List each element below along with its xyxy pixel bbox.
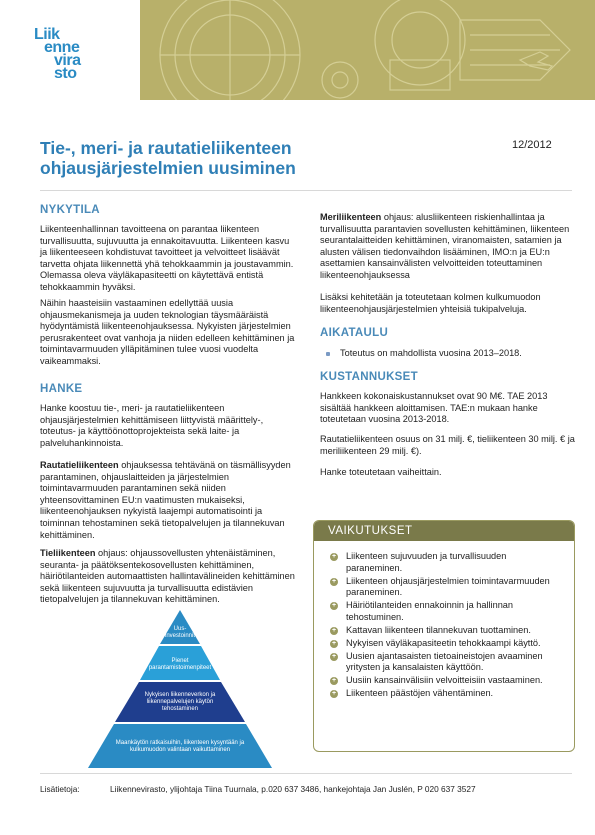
list-item [328, 551, 564, 574]
meri-paragraph [320, 212, 575, 282]
hanke-heading: HANKE [40, 383, 83, 395]
list-item-text: Uusiin kansainvälisiin velvoitteisiin vastaaminen. [346, 675, 543, 685]
page-title [40, 138, 440, 178]
list-item [328, 625, 564, 637]
publication-date: 12/2012 [512, 139, 552, 151]
footer-contact [40, 784, 570, 794]
pyramid-level-4 [88, 724, 272, 768]
logo-line: vira [54, 52, 81, 69]
vaikutukset-heading: VAIKUTUKSET [314, 521, 574, 541]
list-item [328, 576, 564, 599]
list-item-text: Uusien ajantasaisten tietoaineistojen avaaminen yritysten ja kansalaisten käyttöön. [346, 650, 543, 672]
pyramid-level-1-label-a: Uus- [173, 626, 187, 632]
plus-bullet-icon: + [331, 639, 337, 647]
pyramid-level-2-label-a: Pienet [171, 658, 189, 664]
list-item [328, 600, 564, 623]
pyramid-level-4-label-b: kulkumuodon valintaan vaikuttaminen [129, 747, 231, 753]
tie-paragraph [40, 548, 295, 606]
logo-line: sto [54, 65, 77, 82]
plus-bullet-icon: + [331, 577, 337, 585]
nykytila-paragraph-1: Liikenteenhallinnan tavoitteena on parantaa liikenteen turvallisuutta, sujuvuutta ja ennakoitavuutta. Liikenteen kasvu ja liikenteeseen kohdistuvat tavoitteet ja velvoitteet lisäävät tarvetta ohjata liikennettä yhä tehokkaammin ja joustavammin. Olemassa oleva väyläkapasiteetti on käytettävä entistä tehokkaammin hyväksi. [40, 224, 294, 292]
nykytila-heading: NYKYTILA [40, 204, 100, 216]
aikataulu-item [324, 348, 574, 360]
nykytila-paragraph-2: Näihin haasteisiin vastaaminen edellyttää uusia ohjausmekanismeja ja uuden teknologian täysmääräistä hyödyntämistä liikenteenohjauksessa. Nykyisten järjestelmien perusrakenteet ovat vanhoja ja niiden edelleen kehittäminen ja toimintavarmuuden ylläpitäminen tulee vuosi vuodelta vaikeammaksi. [40, 298, 295, 366]
logo-line: enne [44, 39, 80, 56]
tie-text: ohjaus: ohjaussovellusten yhtenäistäminen, seuranta- ja päätöksentekosovellusten kehittäminen, häiriötilanteiden automaattisten hallintavälineiden kehittäminen sekä liikenteen sujuvuutta ja turvallisuutta edistävien tietopalvelujen ja tilannekuvan kehittäminen. [40, 548, 295, 605]
list-item-text: Liikenteen ohjausjärjestelmien toimintavarmuuden paraneminen. [346, 575, 550, 597]
list-item [328, 675, 564, 687]
list-item [328, 638, 564, 650]
pyramid-level-3-label-b: liikennepalvelujen käytön [146, 699, 214, 705]
footer-label: Lisätietoja: [40, 784, 80, 794]
rautatie-bold-term: Rautatieliikenteen [40, 460, 119, 470]
footer-divider [40, 773, 572, 774]
list-item-text: Nykyisen väyläkapasiteetin tehokkaampi käyttö. [346, 637, 541, 648]
kustannukset-heading: KUSTANNUKSET [320, 371, 418, 383]
aikataulu-bullet-item: Toteutus on mahdollista vuosina 2013–2018. [324, 348, 574, 360]
kustannukset-paragraph-3: Hanke toteutetaan vaiheittain. [320, 467, 442, 477]
header-banner [140, 0, 595, 100]
plus-bullet-icon: + [331, 677, 337, 684]
pyramid-level-1-label-b: investoinnit [164, 633, 196, 639]
liikennevirasto-logo [34, 28, 114, 80]
plus-bullet-icon: + [331, 626, 337, 634]
plus-bullet-icon: + [331, 652, 337, 660]
list-item-text: Liikenteen sujuvuuden ja turvallisuuden paraneminen. [346, 551, 507, 573]
kustannukset-paragraph-2: Rautatieliikenteen osuus on 31 milj. €, tieliikenteen 30 milj. € ja meriliikenteen 29 milj. €). [320, 434, 575, 456]
title-line: ohjausjärjestelmien uusiminen [40, 158, 296, 178]
rautatie-text: ohjauksessa tehtävänä on täsmällisyyden parantaminen, ohjauslaitteiden ja järjestelmien toimintavarmuuden parantaminen sekä niiden yhteensovittaminen EU:n vaatimusten mukaiseksi, liikenteenohjauksen nykyistä laajempi automatisointi ja toiminnan tehostaminen sekä tietopalvelujen ja tilannekuvan kehittäminen. [40, 460, 291, 540]
pyramid-diagram [80, 610, 280, 770]
pyramid-level-4-label-a: Maankäytön ratkaisuihin, liikenteen kysyntään ja [115, 740, 245, 746]
header-decoration-graphic [140, 0, 595, 100]
title-divider [40, 190, 572, 191]
rautatie-paragraph [40, 460, 295, 541]
list-item-text: Kattavan liikenteen tilannekuvan tuottaminen. [346, 624, 531, 635]
plus-bullet-icon: + [331, 690, 337, 697]
vaikutukset-list [328, 551, 564, 701]
title-line: Tie-, meri- ja rautatieliikenteen [40, 138, 292, 158]
list-item-text: Häiriötilanteiden ennakoinnin ja hallinnan tehostuminen. [346, 600, 514, 622]
pyramid-level-2-label-b: parantamistoimenpiteet [148, 665, 212, 671]
tie-bold-term: Tieliikenteen [40, 548, 96, 558]
pyramid-level-3-label-c: tehostaminen [161, 706, 199, 712]
meri-bold-term: Meriliikenteen [320, 212, 382, 222]
logo-line: Liik [34, 26, 60, 43]
plus-bullet-icon: + [331, 553, 337, 560]
list-item [328, 651, 564, 674]
list-item-text: Liikenteen päästöjen vähentäminen. [346, 688, 494, 698]
pyramid-level-3-label-a: Nykyisen liikenneverkon ja [144, 692, 216, 698]
vaikutukset-box [313, 520, 575, 752]
lisaksi-paragraph: Lisäksi kehitetään ja toteutetaan kolmen kulkumuodon liikenteenohjausjärjestelmien yhteisiä tukipalveluja. [320, 292, 541, 314]
footer-contact-text: Liikennevirasto, ylijohtaja Tiina Tuurnala, p.020 637 3486, hankejohtaja Jan Juslén, P 020 637 3527 [110, 784, 476, 794]
list-item [328, 688, 564, 700]
meri-text: ohjaus: alusliikenteen riskienhallintaa ja turvallisuutta parantavien sovellusten kehittäminen, liikenteen seurantalaitteiden kehittäminen, viranomaisten, satamien ja alusten välisen tiedonvaihdon lisääminen, IMO:n ja EU:n asettamien kansainvälisten velvoitteiden toteuttaminen liikenteenohjauksessa [320, 212, 570, 280]
plus-bullet-icon: + [331, 602, 337, 609]
hanke-paragraph-1: Hanke koostuu tie-, meri- ja rautatieliikenteen ohjausjärjestelmien kehittämiseen liittyvistä määrittely-, toteutus- ja käyttöönottoprojekteista sekä laite- ja palveluhankinnoista. [40, 403, 264, 448]
aikataulu-heading: AIKATAULU [320, 327, 389, 339]
kustannukset-paragraph-1: Hankkeen kokonaiskustannukset ovat 90 M€. TAE 2013 sisältää hankkeen aloittamisen. TAE:n mukaan hanke toteutetaan vuosina 2013-2018. [320, 391, 548, 425]
